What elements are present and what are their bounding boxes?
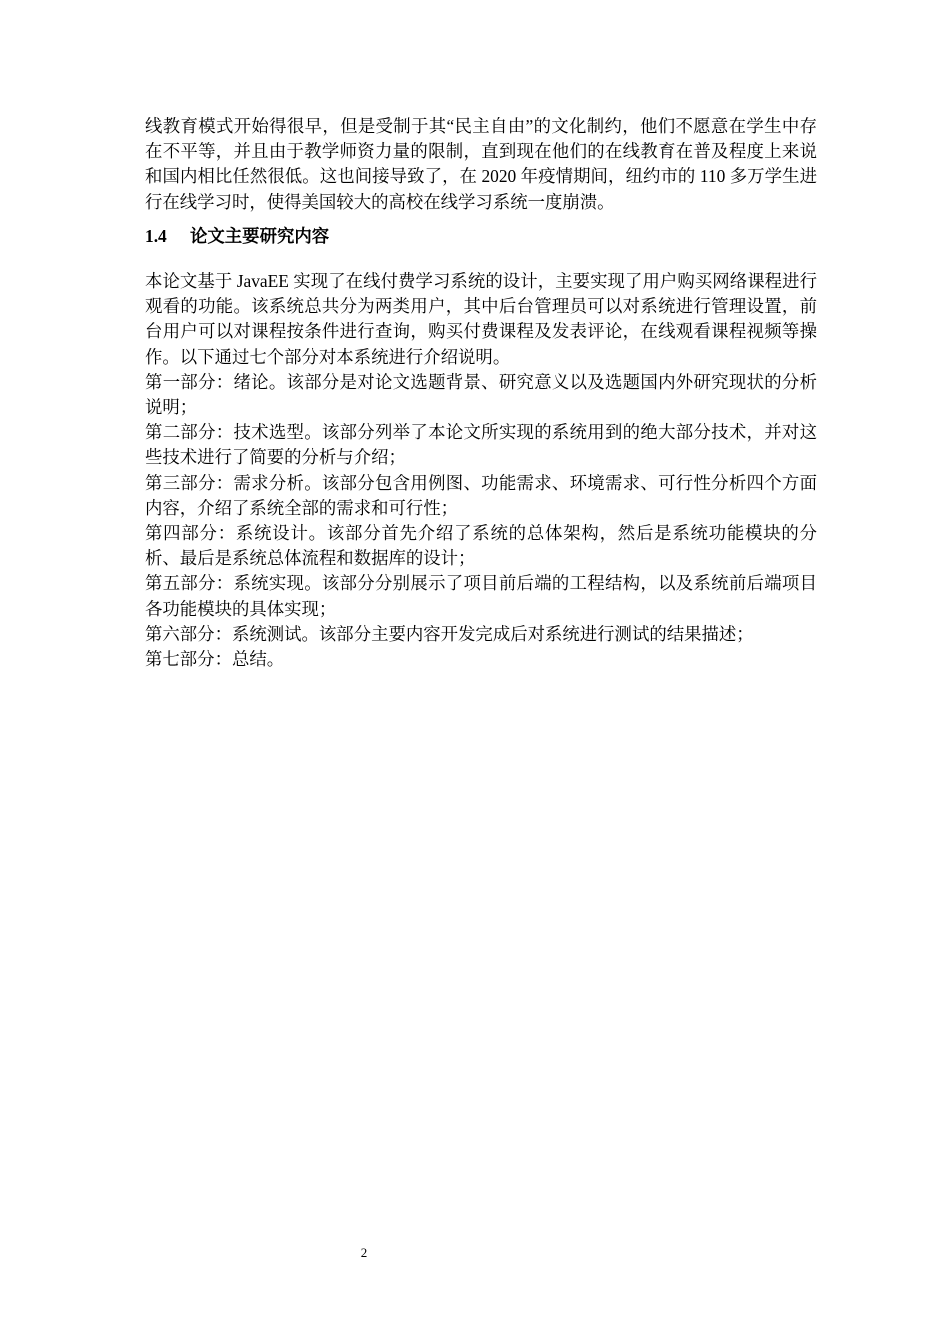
overview-paragraph: 本论文基于 JavaEE 实现了在线付费学习系统的设计，主要实现了用户购买网络课程进行观看的功能。该系统总共分为两类用户，其中后台管理员可以对系统进行管理设置，前台用户可以对课程按条件进行查询，购买付费课程及发表评论，在线观看课程视频等操作。以下通过七个部分对本系统进行介绍说明。 — [145, 271, 817, 367]
part-paragraph-3: 第三部分：需求分析。该部分包含用例图、功能需求、环境需求、可行性分析四个方面内容，介绍了系统全部的需求和可行性； — [145, 472, 817, 518]
part-paragraph-7: 第七部分：总结。 — [145, 649, 285, 670]
part-paragraph-1: 第一部分：绪论。该部分是对论文选题背景、研究意义以及选题国内外研究现状的分析说明； — [145, 371, 817, 418]
part-paragraph-2: 第二部分：技术选型。该部分列举了本论文所实现的系统用到的绝大部分技术，并对这些技术进行了简要的分析与介绍； — [145, 422, 817, 468]
section-title: 论文主要研究内容 — [190, 225, 330, 246]
page-content — [145, 114, 817, 672]
section-number: 1.4 — [145, 225, 167, 246]
intro-paragraph: 线教育模式开始得很早，但是受制于其“民主自由”的文化制约，他们不愿意在学生中存在不平等，并且由于教学师资力量的限制，直到现在他们的在线教育在普及程度上来说和国内相比任然很低。这也间接导致了，在 2020 年疫情期间，纽约市的 110 多万学生进行在线学习时，使得美国较大的高校在线学习系统一度崩溃。 — [145, 116, 817, 212]
part-paragraph-6: 第六部分：系统测试。该部分主要内容开发完成后对系统进行测试的结果描述； — [145, 623, 754, 644]
section-heading — [145, 224, 817, 249]
part-paragraph-4: 第四部分：系统设计。该部分首先介绍了系统的总体架构，然后是系统功能模块的分析、最后是系统总体流程和数据库的设计； — [145, 523, 817, 569]
part-paragraph-5: 第五部分：系统实现。该部分分别展示了项目前后端的工程结构，以及系统前后端项目各功能模块的具体实现； — [145, 573, 817, 619]
page-number: 2 — [360, 1245, 368, 1260]
